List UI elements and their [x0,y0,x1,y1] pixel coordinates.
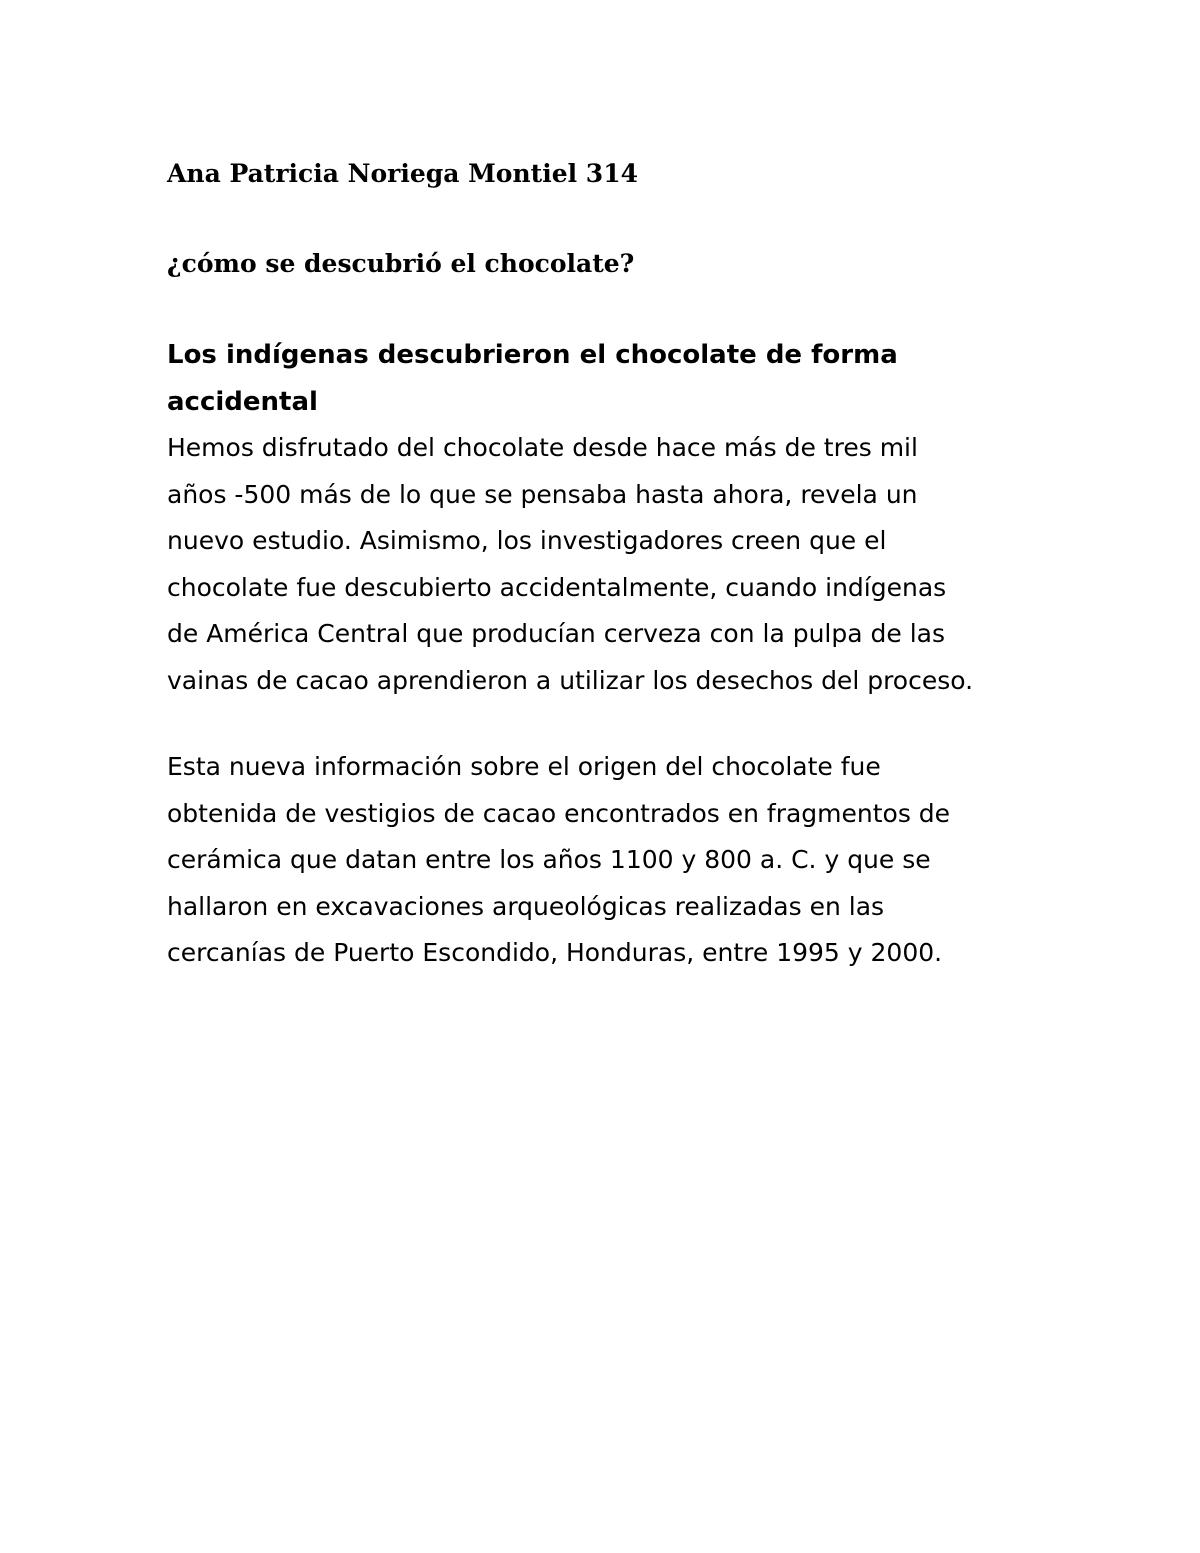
paragraph-line: Esta nueva información sobre el origen del chocolate fue [167,752,881,781]
headline-line: accidental [167,386,318,417]
article-headline [167,332,1047,425]
article-body [167,332,1047,977]
paragraph-line: obtenida de vestigios de cacao encontrados en fragmentos de [167,798,951,828]
author-line: Ana Patricia Noriega Montiel 314 [167,159,638,188]
question-title: ¿cómo se descubrió el chocolate? [167,249,635,278]
paragraph-line: nuevo estudio. Asimismo, los investigadores creen que el [167,526,887,555]
paragraph-2 [167,744,1047,977]
paragraph-line: años -500 más de lo que se pensaba hasta ahora, revela un [167,479,918,509]
headline-line: Los indígenas descubrieron el chocolate de forma [167,340,898,370]
paragraph-line: Hemos disfrutado del chocolate desde hace más de tres mil [167,433,918,462]
paragraph-1 [167,425,1047,704]
paragraph-line: vainas de cacao aprendieron a utilizar los desechos del proceso. [167,665,974,695]
paragraph-line: de América Central que producían cerveza con la pulpa de las [167,619,945,648]
paragraph-line: cerámica que datan entre los años 1100 y 800 a. C. y que se [167,845,931,874]
paragraph-line: hallaron en excavaciones arqueológicas realizadas en las [167,891,885,921]
paragraph-line: cercanías de Puerto Escondido, Honduras, entre 1995 y 2000. [167,938,943,967]
paragraph-line: chocolate fue descubierto accidentalmente, cuando indígenas [167,572,947,602]
